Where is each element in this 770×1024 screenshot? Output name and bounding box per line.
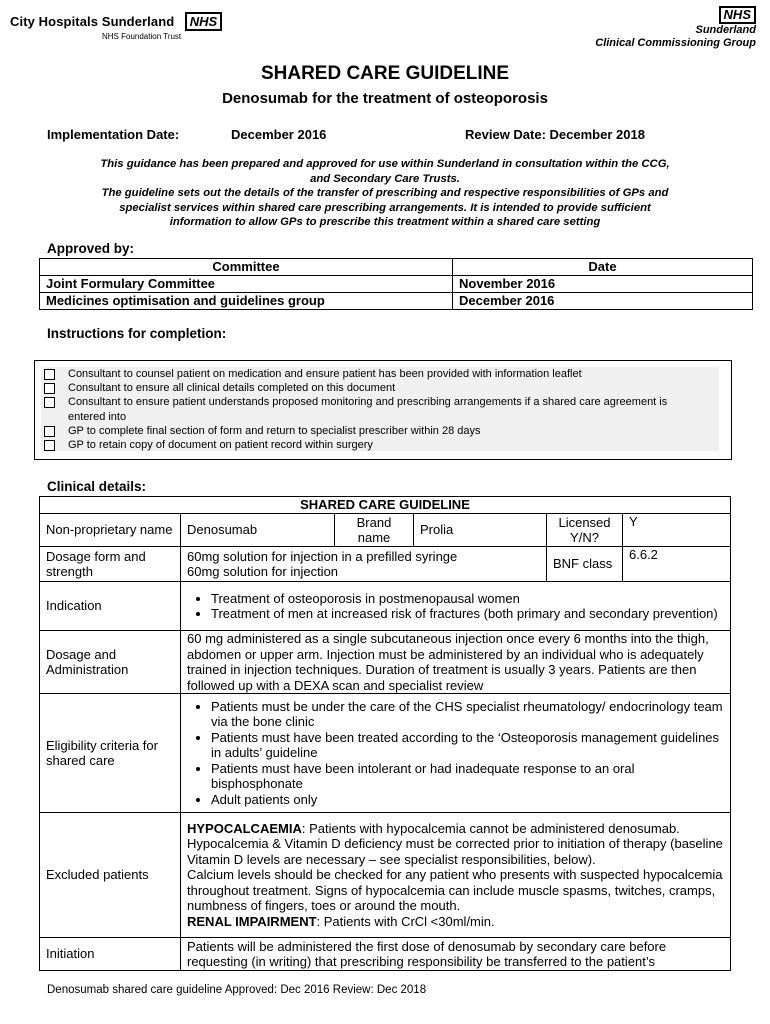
list-item: • Patients must have been treated according to the ‘Osteoporosis management guidelines in adults’ guideline <box>211 730 724 761</box>
nonprop-value: Denosumab <box>181 514 335 547</box>
clinical-table-title: SHARED CARE GUIDELINE <box>40 497 731 514</box>
renal-text <box>187 914 724 930</box>
initiation-label: Initiation <box>40 938 181 971</box>
list-item: • Patients must have been intolerant or had inadequate response to an oral bisphosphonate <box>211 761 724 792</box>
table-row <box>40 938 731 971</box>
guidance-line: The guideline sets out the details of the transfer of prescribing and respective responsibilities of GPs and <box>101 187 669 199</box>
brand-value: Prolia <box>414 514 547 547</box>
dosage-form-value <box>181 547 547 582</box>
footer-text: Denosumab shared care guideline Approved: Dec 2016 Review: Dec 2018 <box>47 984 427 996</box>
eligibility-label: Eligibility criteria for shared care <box>40 694 181 813</box>
guidance-text <box>40 157 730 230</box>
list-item <box>44 424 674 438</box>
licensed-label: Licensed Y/N? <box>547 514 623 547</box>
instruction-text: GP to retain copy of document on patient record within surgery <box>68 439 373 452</box>
renal-body: : Patients with CrCl <30ml/min. <box>316 913 495 929</box>
ccg-subtitle: Clinical Commissioning Group <box>595 37 756 49</box>
dosage-admin-value: 60 mg administered as a single subcutaneous injection once every 6 months into the thigh, abdomen or upper arm. Injection must be administered by an individual who is adequately trained in injection techniques. Duration of treatment is usually 3 years. Patients are then followed up with a DEXA scan and specialist review <box>181 631 731 694</box>
date-header: Date <box>453 259 753 276</box>
nhs-logo-icon-right: NHS <box>719 6 756 24</box>
eligibility-list <box>187 699 724 808</box>
implementation-date: December 2016 <box>231 127 327 142</box>
page-subtitle: Denosumab for the treatment of osteoporosis <box>222 90 548 107</box>
list-item <box>44 438 674 452</box>
table-row <box>40 497 731 514</box>
instruction-text: GP to complete final section of form and return to specialist prescriber within 28 days <box>68 424 481 437</box>
implementation-label: Implementation Date: <box>47 127 180 142</box>
brand-label: Brand name <box>335 514 414 547</box>
list-item <box>44 367 674 381</box>
list-item: • Patients must be under the care of the CHS specialist rheumatology/ endocrinology team via the bone clinic <box>211 699 724 730</box>
review-date: Review Date: December 2018 <box>465 127 645 142</box>
licensed-value: Y <box>623 514 731 547</box>
instructions-heading: Instructions for completion: <box>47 326 227 341</box>
trust-logo <box>10 12 222 41</box>
table-row <box>40 547 731 582</box>
dosage-form-line: 60mg solution for injection in a prefilled syringe <box>187 548 458 564</box>
committee-cell: Medicines optimisation and guidelines group <box>40 293 453 310</box>
indication-value <box>181 582 731 631</box>
guidance-line: This guidance has been prepared and approved for use within Sunderland in consultation within the CCG, <box>100 158 670 170</box>
trust-name: City Hospitals Sunderland <box>10 14 175 29</box>
nonprop-label: Non-proprietary name <box>40 514 181 547</box>
bnf-label: BNF class <box>547 547 623 582</box>
approved-heading: Approved by: <box>47 241 135 256</box>
list-item <box>44 395 674 423</box>
dosage-form-line: 60mg solution for injection <box>187 564 339 579</box>
guidance-line: and Secondary Care Trusts. <box>310 172 460 185</box>
ccg-logo <box>595 6 756 50</box>
list-item: • Treatment of osteoporosis in postmenopausal women <box>211 591 724 607</box>
checkbox-icon[interactable] <box>44 369 55 380</box>
guidance-line: information to allow GPs to prescribe this treatment within a shared care setting <box>169 216 601 228</box>
trust-subtitle: NHS Foundation Trust <box>102 32 182 41</box>
guidance-line: specialist services within shared care prescribing arrangements. It is intended to provide sufficient <box>119 201 651 214</box>
committee-header: Committee <box>40 259 453 276</box>
instructions-list <box>44 367 674 452</box>
table-row <box>40 582 731 631</box>
table-row <box>40 259 753 276</box>
table-row <box>40 813 731 938</box>
checkbox-icon[interactable] <box>44 440 55 451</box>
committee-cell: Joint Formulary Committee <box>40 276 453 293</box>
instruction-text: Consultant to ensure patient understands proposed monitoring and prescribing arrangements if a shared care agreement is entered into <box>68 396 668 423</box>
date-cell: November 2016 <box>453 276 753 293</box>
date-cell: December 2016 <box>453 293 753 310</box>
renal-heading: RENAL IMPAIRMENT <box>187 913 317 929</box>
checkbox-icon[interactable] <box>44 383 55 394</box>
list-item <box>44 381 674 395</box>
ccg-name: Sunderland <box>695 24 756 36</box>
indication-label: Indication <box>40 582 181 631</box>
excluded-value <box>181 813 731 938</box>
eligibility-value <box>181 694 731 813</box>
checkbox-icon[interactable] <box>44 426 55 437</box>
nhs-logo-icon: NHS <box>185 12 222 31</box>
bnf-value: 6.6.2 <box>623 547 731 582</box>
approval-table <box>39 258 753 310</box>
dosage-admin-label: Dosage and Administration <box>40 631 181 694</box>
dosage-form-label: Dosage form and strength <box>40 547 181 582</box>
table-row <box>40 293 753 310</box>
hypocalcaemia-text <box>187 821 724 868</box>
checkbox-icon[interactable] <box>44 397 55 408</box>
hypocalcaemia-heading: HYPOCALCAEMIA <box>187 820 302 836</box>
clinical-heading: Clinical details: <box>47 479 147 494</box>
hypocalcaemia-body: : Patients with hypocalcemia cannot be administered denosumab. Hypocalcemia & Vitamin D deficiency must be corrected prior to initiation of therapy (baseline Vitamin D levels are necessary – see specialist responsibilities, below). <box>187 820 723 867</box>
instruction-text: Consultant to ensure all clinical details completed on this document <box>68 382 396 395</box>
list-item: • Adult patients only <box>211 792 724 808</box>
calcium-text: Calcium levels should be checked for any patient who presents with suspected hypocalcemia throughout treatment. Signs of hypocalcemia can include muscle spasms, twitches, cramps, numbness of fingers, toes or around the mouth. <box>187 867 723 914</box>
clinical-table <box>39 496 731 971</box>
excluded-label: Excluded patients <box>40 813 181 938</box>
list-item: • Treatment of men at increased risk of fractures (both primary and secondary prevention) <box>211 606 724 622</box>
indication-list <box>187 591 724 622</box>
table-row <box>40 631 731 694</box>
page-title: SHARED CARE GUIDELINE <box>260 63 510 84</box>
table-row <box>40 694 731 813</box>
table-row <box>40 276 753 293</box>
initiation-value: Patients will be administered the first dose of denosumab by secondary care before requesting (in writing) that prescribing responsibility be transferred to the patient’s <box>181 938 731 971</box>
instruction-text: Consultant to counsel patient on medication and ensure patient has been provided with information leaflet <box>68 368 582 380</box>
table-row <box>40 514 731 547</box>
